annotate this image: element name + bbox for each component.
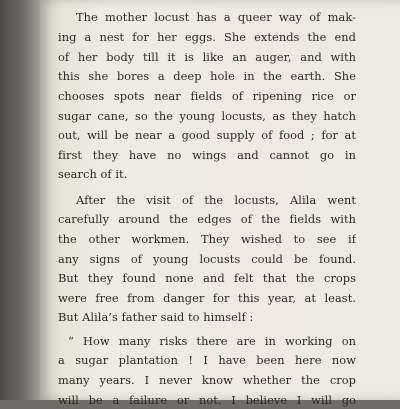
text-line: chooses spots near fields of ripening rice or	[58, 89, 356, 103]
text-line: “ How many risks there are in working on	[68, 334, 356, 348]
text-line: After the visit of the locusts, Alila went	[76, 193, 356, 207]
text-line: The mother locust has a queer way of mak-	[76, 10, 356, 24]
text-line: this she bores a deep hole in the earth. She	[58, 69, 356, 83]
text-line: the other workmen. They wished to see if	[58, 232, 356, 246]
text-line: out, will be near a good supply of food ; for at	[58, 128, 356, 142]
text-line: of her body till it is like an auger, and with	[58, 50, 356, 64]
text-line: But they found none and felt that the crops	[58, 271, 356, 285]
text-line: sugar cane, so the young locusts, as they hatch	[58, 109, 356, 123]
page-text	[58, 0, 356, 407]
text-line: many years. I never know whether the crop	[58, 373, 356, 387]
text-line: But Alila’s father said to himself :	[58, 310, 254, 324]
text-line: first they have no wings and cannot go in	[58, 148, 356, 162]
text-line: ing a nest for her eggs. She extends the end	[58, 30, 356, 44]
text-line: a sugar plantation ! I have been here now	[58, 353, 356, 367]
text-line: search of it.	[58, 167, 128, 181]
text-line: will be a failure or not. I believe I will go	[58, 393, 356, 407]
text-line: any signs of young locusts could be found.	[58, 252, 356, 266]
text-line: carefully around the edges of the fields with	[58, 212, 356, 226]
text-line: were free from danger for this year, at least.	[58, 291, 356, 305]
